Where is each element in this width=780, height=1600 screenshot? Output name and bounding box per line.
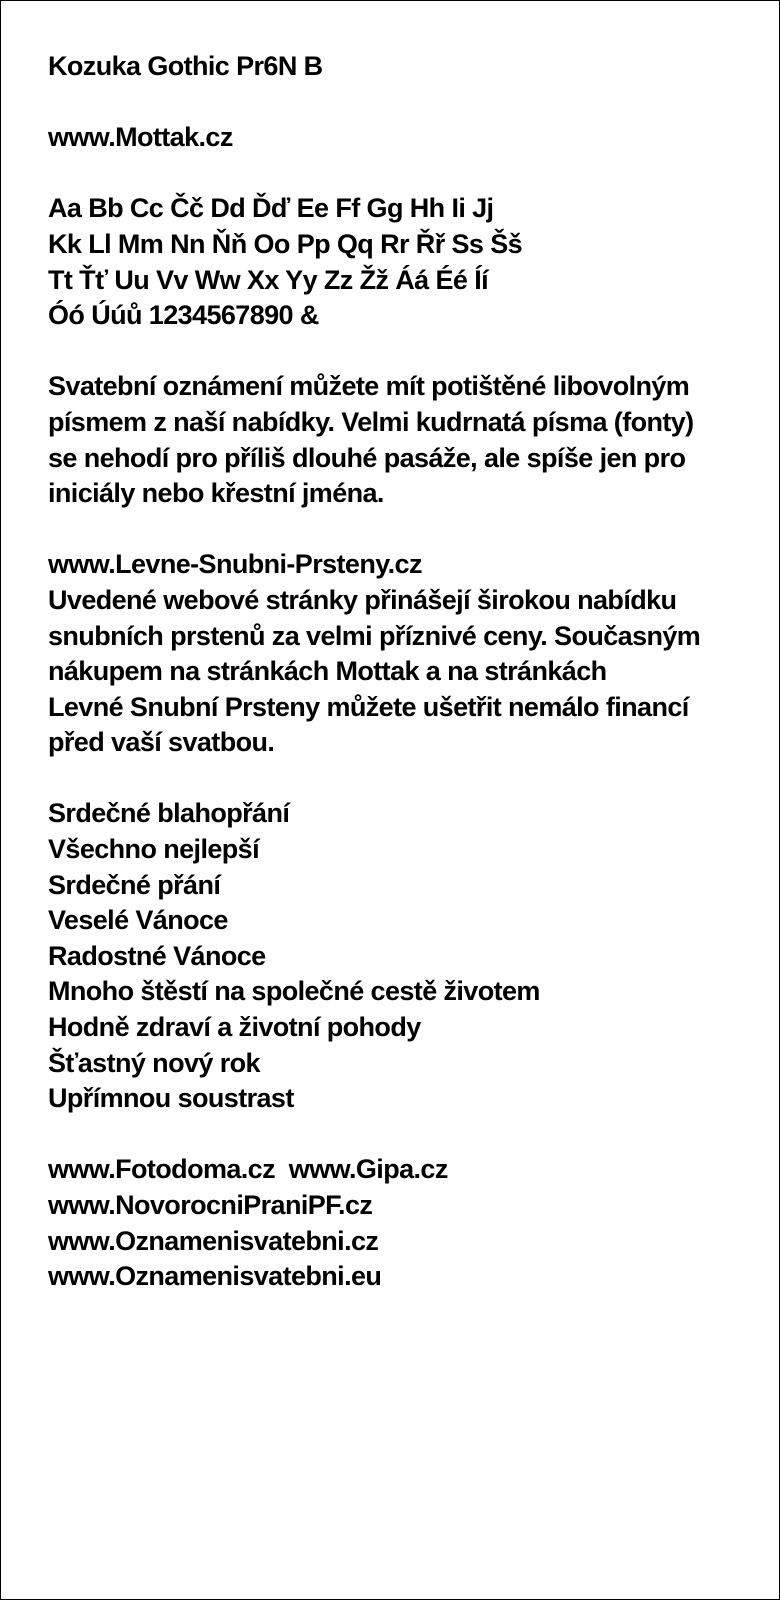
spacer	[48, 1117, 779, 1153]
alphabet-sample	[48, 191, 779, 333]
font-name-heading: Kozuka Gothic Pr6N B	[48, 51, 323, 81]
greeting-item: Radostné Vánoce	[48, 940, 266, 971]
alphabet-line: Aa Bb Cc Čč Dd Ďď Ee Ff Gg Hh Ii Jj	[48, 193, 494, 224]
greeting-item: Mnoho štěstí na společné cestě životem	[48, 976, 540, 1007]
links-list	[48, 1152, 779, 1294]
greeting-item: Srdečné přání	[48, 869, 221, 900]
paragraph-line: Uvedené webové stránky přinášejí širokou nabídku	[48, 584, 677, 615]
link-line: www.Oznamenisvatebni.cz	[48, 1225, 379, 1256]
link-line: www.Fotodoma.cz www.Gipa.cz	[48, 1154, 448, 1185]
greeting-item: Srdečné blahopřání	[48, 798, 290, 829]
partner-url: www.Levne-Snubni-Prsteny.cz	[48, 549, 422, 580]
spacer	[48, 156, 779, 192]
spacer	[48, 85, 779, 121]
paragraph-line: Svatební oznámení můžete mít potištěné libovolným	[48, 371, 690, 402]
alphabet-line: Tt Ťť Uu Vv Ww Xx Yy Zz Žž Áá Éé Íí	[48, 264, 489, 295]
site-url: www.Mottak.cz	[48, 122, 233, 153]
alphabet-line: Kk Ll Mm Nn Ňň Oo Pp Qq Rr Řř Ss Šš	[48, 228, 523, 259]
alphabet-line: Óó Úúů 1234567890 &	[48, 300, 319, 331]
paragraph-line: před vaší svatbou.	[48, 727, 275, 758]
greeting-item: Všechno nejlepší	[48, 834, 259, 865]
intro-paragraph	[48, 369, 779, 511]
greeting-item: Upřímnou soustrast	[48, 1083, 294, 1114]
paragraph-line: iniciály nebo křestní jména.	[48, 478, 384, 509]
spacer	[48, 761, 779, 797]
paragraph-line: se nehodí pro příliš dlouhé pasáže, ale spíše jen pro	[48, 442, 686, 473]
sample-text-block	[48, 49, 779, 1295]
greeting-item: Hodně zdraví a životní pohody	[48, 1012, 421, 1043]
greetings-list	[48, 796, 779, 1116]
link-line: www.NovorocniPraniPF.cz	[48, 1190, 373, 1220]
partner-paragraph	[48, 547, 779, 761]
paragraph-line: snubních prstenů za velmi příznivé ceny. Současným	[48, 620, 701, 651]
spacer	[48, 512, 779, 548]
greeting-item: Šťastný nový rok	[48, 1047, 260, 1078]
paragraph-line: písmem z naší nabídky. Velmi kudrnatá písma (fonty)	[48, 406, 694, 437]
link-line: www.Oznamenisvatebni.eu	[48, 1261, 382, 1292]
spacer	[48, 334, 779, 370]
paragraph-line: Levné Snubní Prsteny můžete ušetřit nemálo financí	[48, 691, 689, 722]
paragraph-line: nákupem na stránkách Mottak a na stránkách	[48, 656, 607, 687]
greeting-item: Veselé Vánoce	[48, 905, 228, 936]
